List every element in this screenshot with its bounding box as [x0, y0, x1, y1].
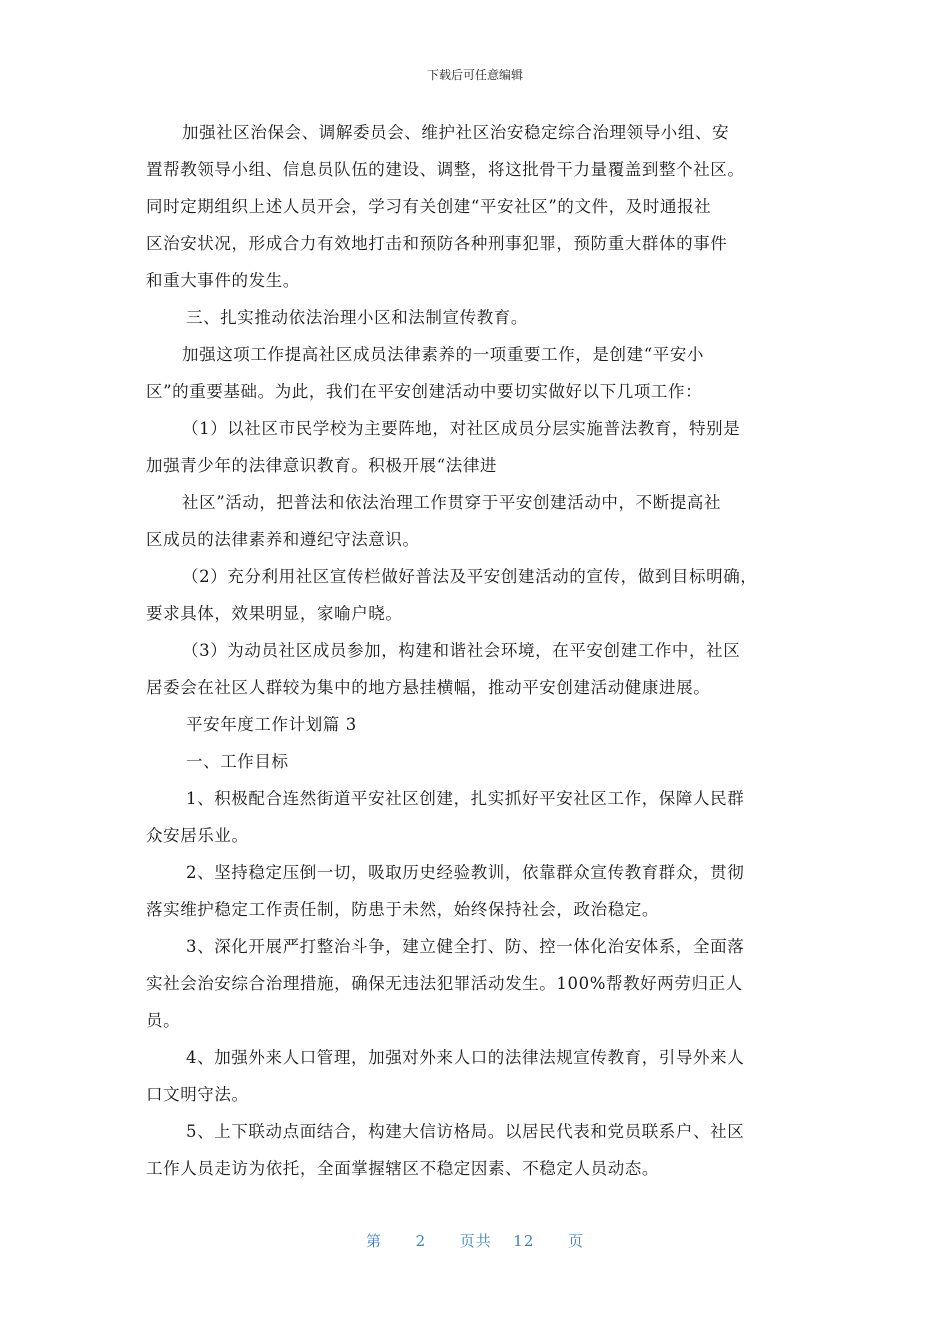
paragraph-line: 4、加强外来人口管理，加强对外来人口的法律法规宣传教育，引导外来人	[186, 1048, 745, 1067]
paragraph-line: 2、坚持稳定压倒一切，吸取历史经验教训，依靠群众宣传教育群众，贯彻	[186, 863, 745, 882]
footer-mid: 页共	[459, 1232, 492, 1250]
paragraph-line: （3）为动员社区成员参加，构建和谐社会环境，在平安创建工作中，社区	[182, 641, 741, 660]
paragraph-line: 5、上下联动点面结合，构建大信访格局。以居民代表和党员联系户、社区	[186, 1122, 745, 1141]
paragraph-line: 区成员的法律素养和遵纪守法意识。	[146, 530, 420, 549]
paragraph-line: （1）以社区市民学校为主要阵地，对社区成员分层实施普法教育，特别是	[182, 419, 741, 438]
paragraph-line: 实社会治安综合治理措施，确保无违法犯罪活动发生。100%帮教好两劳归正人	[146, 974, 743, 993]
paragraph-line: 区治安状况，形成合力有效地打击和预防各种刑事犯罪，预防重大群体的事件	[146, 234, 728, 253]
paragraph-line: 平安年度工作计划篇 3	[186, 715, 357, 734]
paragraph-line: 同时定期组织上述人员开会，学习有关创建“平安社区”的文件，及时通报社	[146, 197, 712, 216]
current-page-number: 2	[415, 1232, 427, 1250]
paragraph-line: 加强青少年的法律意识教育。积极开展“法律进	[146, 456, 498, 475]
paragraph-line: 和重大事件的发生。	[146, 271, 300, 290]
paragraph-line: 加强这项工作提高社区成员法律素养的一项重要工作，是创建“平安小	[182, 345, 705, 364]
total-pages-number: 12	[513, 1232, 535, 1250]
paragraph-line: 员。	[146, 1011, 181, 1030]
paragraph-line: 3、深化开展严打整治斗争，建立健全打、防、控一体化治安体系，全面落	[186, 937, 745, 956]
paragraph-line: 落实维护稳定工作责任制，防患于未然，始终保持社会，政治稳定。	[146, 900, 659, 919]
header-note: 下载后可任意编辑	[426, 68, 523, 82]
footer-prefix: 第	[366, 1232, 383, 1250]
paragraph-line: 一、工作目标	[186, 752, 289, 771]
paragraph-line: 要求具体，效果明显，家喻户晓。	[146, 604, 403, 623]
page-footer	[0, 1230, 950, 1251]
document-body	[146, 114, 816, 1187]
paragraph-line: 口文明守法。	[146, 1085, 249, 1104]
paragraph-line: 工作人员走访为依托，全面掌握辖区不稳定因素、不稳定人员动态。	[146, 1159, 659, 1178]
paragraph-line: 区”的重要基础。为此，我们在平安创建活动中要切实做好以下几项工作：	[146, 382, 703, 401]
footer-suffix: 页	[567, 1232, 584, 1250]
paragraph-line: 置帮教领导小组、信息员队伍的建设、调整，将这批骨干力量覆盖到整个社区。	[146, 160, 745, 179]
paragraph-line: 三、扎实推动依法治理小区和法制宣传教育。	[186, 308, 528, 327]
paragraph-line: 社区”活动，把普法和依法治理工作贯穿于平安创建活动中，不断提高社	[182, 493, 722, 512]
paragraph-line: 1、积极配合连然街道平安社区创建，扎实抓好平安社区工作，保障人民群	[186, 789, 745, 808]
paragraph-line: 众安居乐业。	[146, 826, 249, 845]
paragraph-line: 加强社区治保会、调解委员会、维护社区治安稳定综合治理领导小组、安	[182, 123, 730, 142]
paragraph-line: 居委会在社区人群较为集中的地方悬挂横幅，推动平安创建活动健康进展。	[146, 678, 711, 697]
paragraph-line: （2）充分利用社区宣传栏做好普法及平安创建活动的宣传，做到目标明确，	[182, 567, 758, 586]
